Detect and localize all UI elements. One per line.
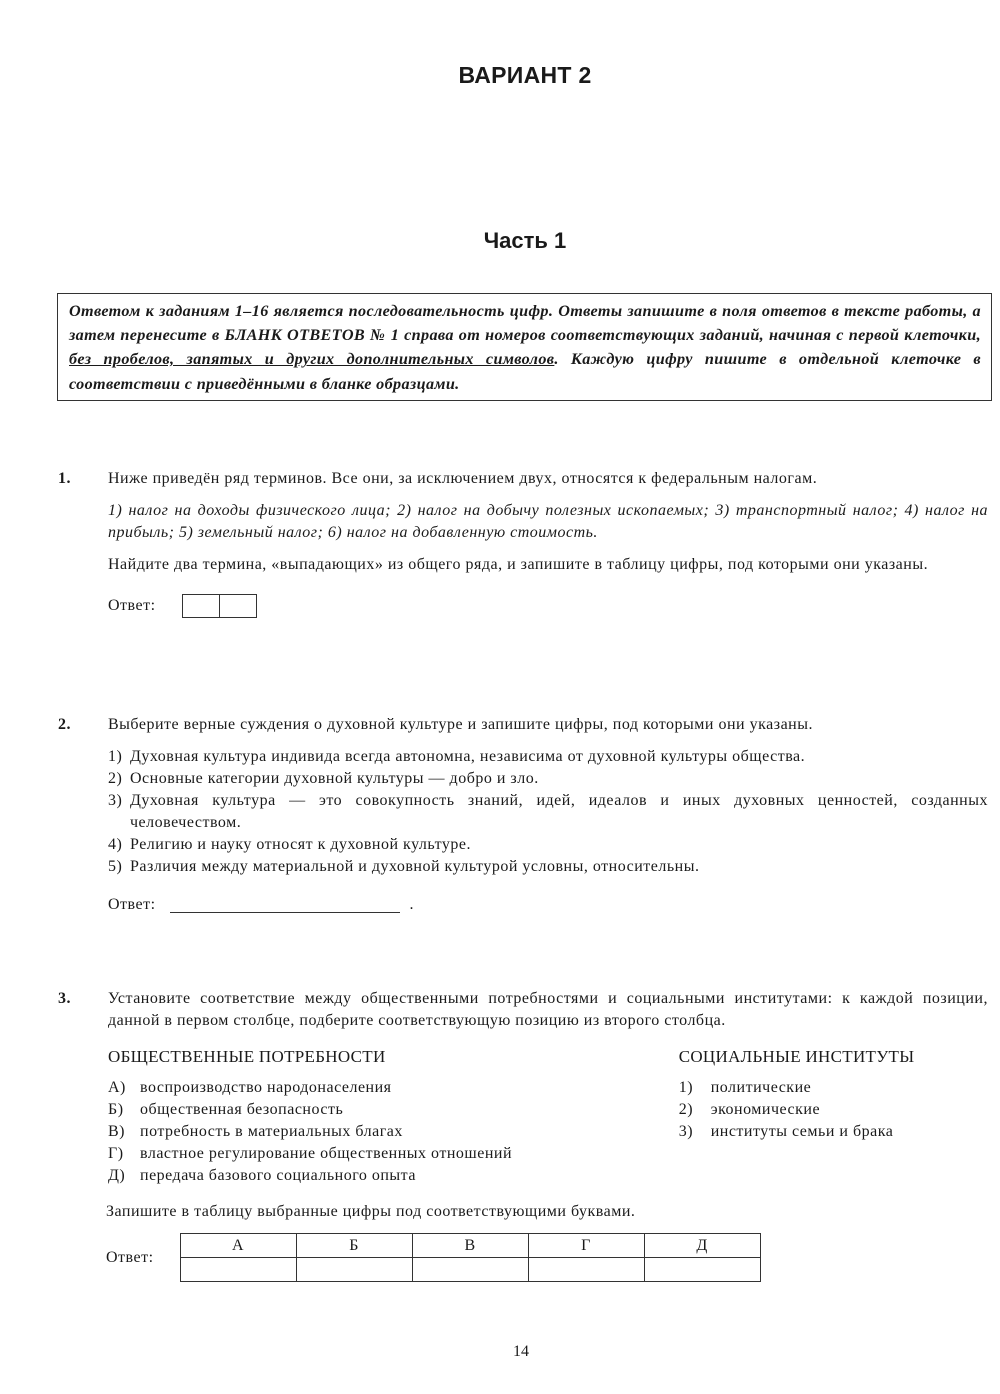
matching-columns bbox=[108, 1046, 988, 1187]
task-intro: Ниже приведён ряд терминов. Все они, за исключением двух, относятся к федеральным налогам. bbox=[108, 470, 818, 487]
item-marker: 1) bbox=[108, 748, 123, 765]
task-3 bbox=[58, 988, 988, 1282]
list-item bbox=[108, 1143, 679, 1165]
answer-row bbox=[108, 594, 988, 618]
list-item bbox=[679, 1121, 988, 1143]
answer-table-header: Б bbox=[296, 1234, 412, 1258]
instructions-underlined: без пробелов, запятых и других дополнительных символов bbox=[69, 350, 555, 369]
item-text: Религию и науку относят к духовной культуре. bbox=[130, 836, 471, 853]
item-marker: Б) bbox=[108, 1101, 124, 1118]
item-text: Духовная культура — это совокупность знаний, идей, идеалов и иных духовных ценностей, созданных человечеством. bbox=[130, 792, 988, 831]
answer-row bbox=[106, 1233, 988, 1282]
item-text: потребность в материальных благах bbox=[140, 1123, 403, 1140]
item-marker: 2) bbox=[108, 770, 123, 787]
answer-cell-v[interactable] bbox=[412, 1258, 528, 1282]
item-marker: 4) bbox=[108, 836, 123, 853]
list-item bbox=[108, 1165, 679, 1187]
answer-table-header: Д bbox=[644, 1234, 760, 1258]
item-marker: 3) bbox=[108, 792, 123, 809]
item-marker: 3) bbox=[678, 1123, 694, 1140]
task-number: 3. bbox=[58, 990, 71, 1007]
item-text: Духовная культура индивида всегда автономна, независима от духовной культуры общества. bbox=[130, 748, 806, 765]
item-text: общественная безопасность bbox=[140, 1101, 344, 1118]
answer-label: Ответ: bbox=[108, 896, 156, 913]
item-text: Основные категории духовной культуры — добро и зло. bbox=[130, 770, 539, 787]
list-item bbox=[108, 856, 988, 878]
list-item bbox=[108, 1121, 679, 1143]
part-title: Часть 1 bbox=[483, 228, 567, 253]
answer-table-header: А bbox=[180, 1234, 296, 1258]
task-question: Найдите два термина, «выпадающих» из общего ряда, и запишите в таблицу цифры, под которыми они указаны. bbox=[108, 556, 929, 573]
task-1 bbox=[58, 468, 988, 618]
item-text: воспроизводство народонаселения bbox=[140, 1079, 392, 1096]
answer-cell-b[interactable] bbox=[296, 1258, 412, 1282]
item-text: экономические bbox=[710, 1101, 821, 1118]
answer-boxes[interactable] bbox=[182, 594, 257, 618]
answer-period: . bbox=[409, 896, 415, 913]
answer-label: Ответ: bbox=[106, 1248, 154, 1266]
item-marker: А) bbox=[108, 1079, 126, 1096]
task-number: 2. bbox=[58, 716, 71, 733]
task-intro: Установите соответствие между общественными потребностями и социальными институтами: к каждой позиции, данной в первом столбце, подберите соответствующую позицию из второго столбца. bbox=[108, 990, 988, 1029]
list-item bbox=[679, 1077, 988, 1099]
instructions-text-end: . Каждую цифру пишите в отдельной клеточке в соответствии с приведёнными в бланке образцами. bbox=[69, 350, 981, 393]
answer-row bbox=[108, 894, 988, 916]
item-marker: 2) bbox=[678, 1101, 694, 1118]
institutions-header: СОЦИАЛЬНЫЕ ИНСТИТУТЫ bbox=[678, 1047, 915, 1066]
task-terms: 1) налог на доходы физического лица; 2) налог на добычу полезных ископаемых; 3) транспортный налог; 4) налог на прибыль; 5) земельный налог; 6) налог на добавленную стоимость. bbox=[108, 502, 988, 541]
statement-list bbox=[108, 746, 988, 878]
item-text: институты семьи и брака bbox=[710, 1123, 894, 1140]
list-item bbox=[108, 834, 988, 856]
list-item bbox=[108, 768, 988, 790]
answer-line-input[interactable] bbox=[170, 898, 400, 913]
answer-cell-2[interactable] bbox=[219, 595, 256, 617]
list-item bbox=[108, 790, 988, 834]
list-item bbox=[108, 1099, 679, 1121]
item-text: властное регулирование общественных отношений bbox=[140, 1145, 513, 1162]
task-2 bbox=[58, 714, 988, 916]
answer-cell-d[interactable] bbox=[644, 1258, 760, 1282]
variant-title: ВАРИАНТ 2 bbox=[458, 62, 592, 88]
task-intro: Выберите верные суждения о духовной культуре и запишите цифры, под которыми они указаны. bbox=[108, 716, 813, 733]
table-instruction: Запишите в таблицу выбранные цифры под соответствующими буквами. bbox=[106, 1203, 636, 1220]
task-number: 1. bbox=[58, 470, 71, 487]
instructions-text: Ответом к заданиям 1–16 является последовательность цифр. Ответы запишите в поля ответов в тексте работы, а затем перенесите в БЛАНК ОТВЕТОВ № 1 справа от номеров соответствующих заданий, начиная с первой клеточки, bbox=[69, 302, 981, 345]
item-marker: В) bbox=[108, 1123, 125, 1140]
list-item bbox=[679, 1099, 988, 1121]
answer-label: Ответ: bbox=[108, 597, 156, 614]
item-text: Различия между материальной и духовной культурой условны, относительны. bbox=[130, 858, 700, 875]
item-marker: Г) bbox=[108, 1145, 124, 1162]
answer-table bbox=[180, 1233, 761, 1282]
page-number: 14 bbox=[513, 1343, 529, 1360]
institutions-column bbox=[679, 1046, 988, 1187]
answer-table-input-row bbox=[180, 1258, 760, 1282]
answer-cell-a[interactable] bbox=[180, 1258, 296, 1282]
item-text: политические bbox=[710, 1079, 812, 1096]
needs-header: ОБЩЕСТВЕННЫЕ ПОТРЕБНОСТИ bbox=[108, 1047, 386, 1066]
instructions-box bbox=[57, 293, 992, 401]
answer-cell-g[interactable] bbox=[528, 1258, 644, 1282]
item-text: передача базового социального опыта bbox=[140, 1167, 416, 1184]
answer-cell-1[interactable] bbox=[183, 595, 219, 617]
item-marker: 5) bbox=[108, 858, 123, 875]
answer-table-header: Г bbox=[528, 1234, 644, 1258]
list-item bbox=[108, 1077, 679, 1099]
item-marker: 1) bbox=[678, 1079, 694, 1096]
item-marker: Д) bbox=[108, 1167, 126, 1184]
answer-table-header-row bbox=[180, 1234, 760, 1258]
answer-table-header: В bbox=[412, 1234, 528, 1258]
needs-column bbox=[108, 1046, 679, 1187]
list-item bbox=[108, 746, 988, 768]
